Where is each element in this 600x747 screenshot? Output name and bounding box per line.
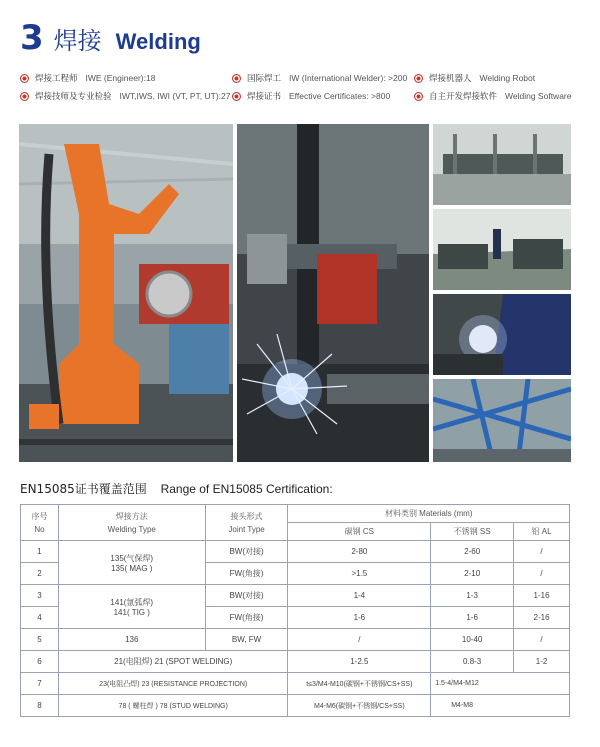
stat-label-cn: 焊接工程师 bbox=[35, 74, 78, 84]
workshop-photo-1 bbox=[433, 124, 571, 205]
stat-label-en: IWE (Engineer):18 bbox=[85, 73, 156, 83]
header-no: 序号 No bbox=[21, 505, 59, 541]
table-row: 7 23(电阻凸焊) 23 (RESISTANCE PROJECTION) t≤3/M4-M10(碳钢+不锈钢/CS+SS) 1.5-4/M4-M12 bbox=[21, 673, 570, 695]
method-cell: 135(气保焊) 135( MAG ) bbox=[58, 541, 205, 585]
stat-item bbox=[232, 72, 407, 84]
cert-title-en: Range of EN15085 Certification: bbox=[160, 482, 333, 496]
stat-label-cn: 焊接机器人 bbox=[429, 74, 472, 84]
stat-label-en: Welding Software bbox=[505, 91, 572, 101]
bullet-icon bbox=[232, 74, 241, 83]
bullet-icon bbox=[414, 74, 423, 83]
workshop-photo-2 bbox=[433, 209, 571, 290]
stat-label-en: Welding Robot bbox=[479, 73, 536, 83]
table-row: 5 136 BW, FW / 10-40 / bbox=[21, 629, 570, 651]
section-title-en: Welding bbox=[115, 29, 201, 54]
bullet-icon bbox=[20, 92, 29, 101]
header-materials: 材料类别 Materials (mm) bbox=[288, 505, 570, 523]
bullet-icon bbox=[20, 74, 29, 83]
stat-label-en: IWT,IWS, IWI (VT, PT, UT):27 bbox=[119, 91, 231, 101]
certification-table bbox=[20, 504, 570, 717]
stat-item bbox=[414, 90, 571, 102]
section-number: 3 bbox=[20, 18, 44, 58]
table-row: 4 FW(角接) 1-6 1-6 2-16 bbox=[21, 607, 570, 629]
cert-title-cn: EN15085证书覆盖范围 bbox=[20, 482, 147, 496]
stat-label-cn: 焊接技师及专业检验 bbox=[35, 92, 112, 102]
bullet-icon bbox=[232, 92, 241, 101]
welder-photo bbox=[433, 294, 571, 375]
header-al: 铝 AL bbox=[514, 523, 570, 541]
stat-label-en: IW (International Welder): >200 bbox=[289, 73, 408, 83]
table-row: 2 FW(角接) >1.5 2-10 / bbox=[21, 563, 570, 585]
stat-item bbox=[414, 72, 535, 84]
header-cs: 碳钢 CS bbox=[288, 523, 431, 541]
stat-label-cn: 焊接证书 bbox=[247, 92, 282, 102]
method-cell: 141(氩弧焊) 141( TIG ) bbox=[58, 585, 205, 629]
stat-label-cn: 国际焊工 bbox=[247, 74, 282, 84]
welding-sparks-photo bbox=[237, 124, 429, 462]
table-row: 1 135(气保焊) 135( MAG ) BW(对接) 2-80 2-60 / bbox=[21, 541, 570, 563]
robot-photo bbox=[19, 124, 233, 462]
stat-label-cn: 自主开发焊接软件 bbox=[429, 92, 498, 102]
table-row: 3 141(氩弧焊) 141( TIG ) BW(对接) 1-4 1-3 1-16 bbox=[21, 585, 570, 607]
header-joint: 接头形式 Joint Type bbox=[205, 505, 288, 541]
stat-item bbox=[232, 90, 390, 102]
steel-structure-photo bbox=[433, 379, 571, 462]
cert-range-title bbox=[20, 480, 333, 497]
stat-label-en: Effective Certificates: >800 bbox=[289, 91, 391, 101]
header-method: 焊接方法 Welding Type bbox=[58, 505, 205, 541]
section-header bbox=[20, 18, 201, 58]
header-ss: 不锈钢 SS bbox=[431, 523, 514, 541]
bullet-icon bbox=[414, 92, 423, 101]
stat-item bbox=[20, 72, 155, 84]
stat-item bbox=[20, 90, 231, 102]
table-row: 6 21(电阻焊) 21 (SPOT WELDING) 1-2.5 0.8-3 1-2 bbox=[21, 651, 570, 673]
table-row: 8 78 ( 螺柱焊 ) 78 (STUD WELDING) M4-M6(碳钢+不锈钢/CS+SS) M4-M8 bbox=[21, 695, 570, 717]
section-title-cn: 焊接 bbox=[53, 27, 102, 55]
photo-collage bbox=[19, 124, 571, 462]
